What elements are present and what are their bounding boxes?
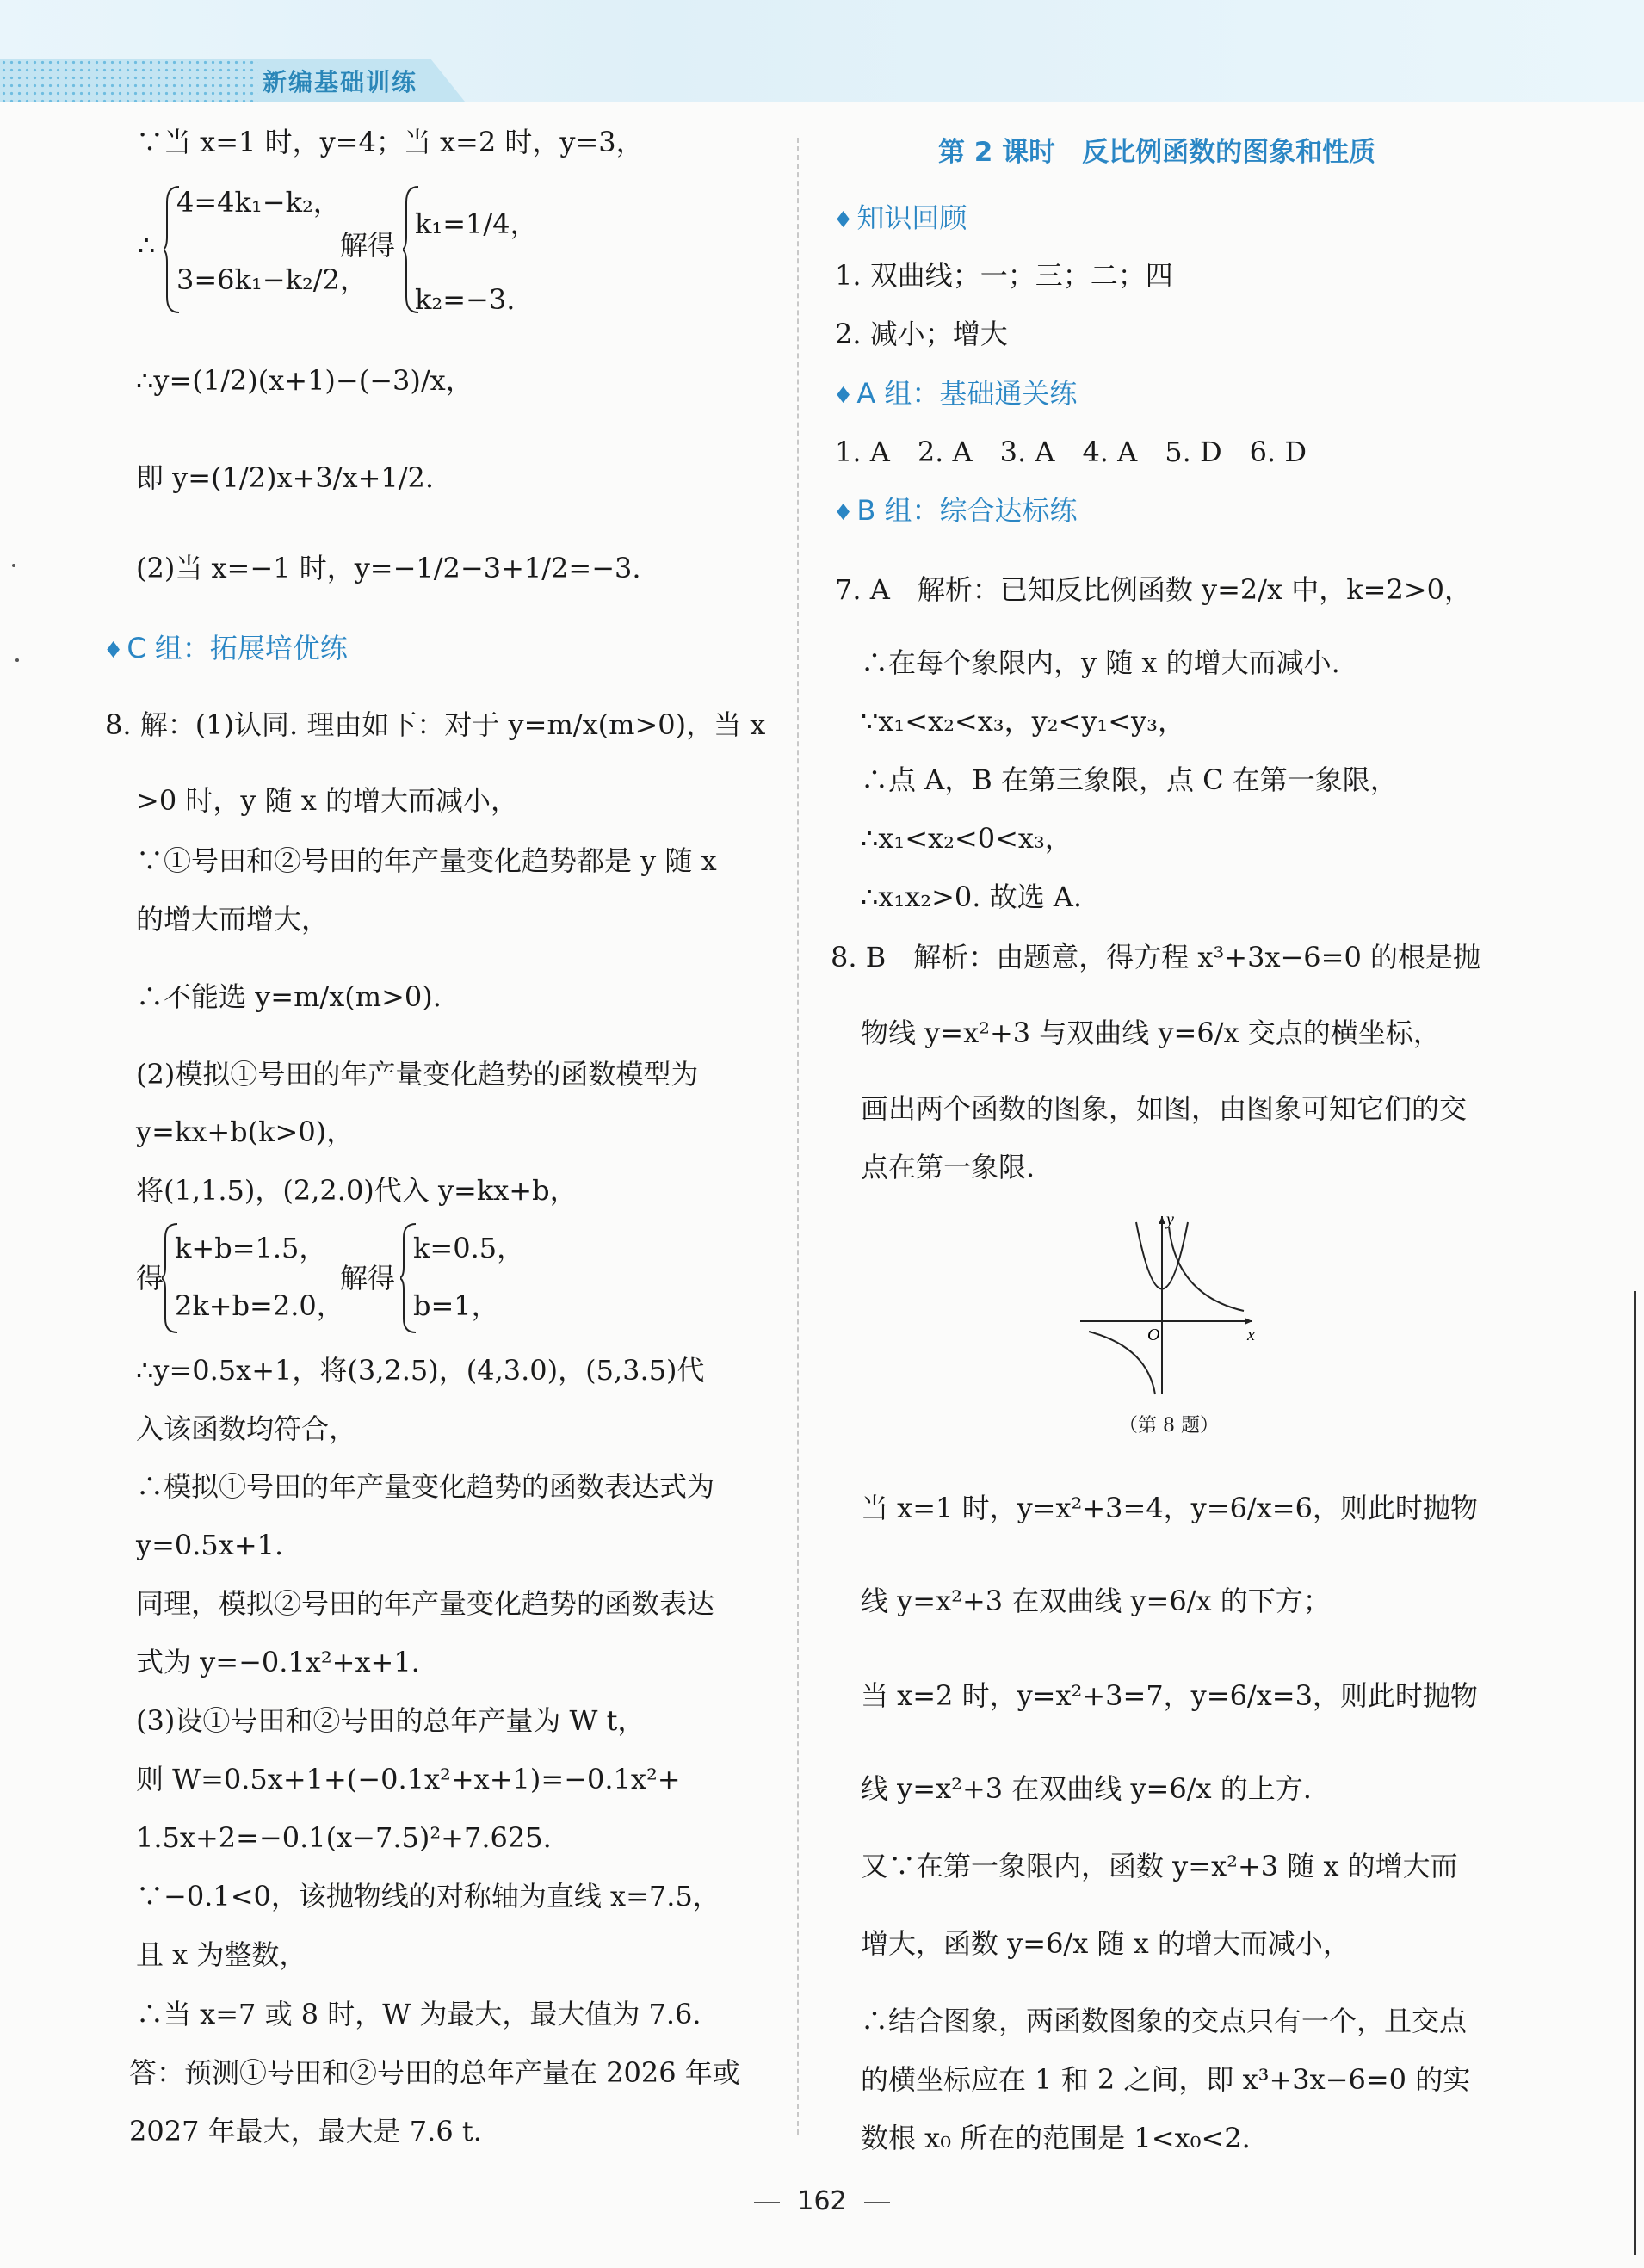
left-eq-line: k=0.5，	[413, 1232, 525, 1264]
x-axis-arrow	[1245, 1318, 1252, 1325]
left-line: y=0.5x+1.	[136, 1529, 284, 1561]
right-line: 增大，函数 y=6/x 随 x 的增大而减小，	[861, 1927, 1350, 1960]
left-eq-line: 3=6k₁−k₂/2，	[176, 263, 368, 296]
left-text: 解得	[340, 1262, 396, 1295]
right-line: 8. B 解析：由题意，得方程 x³+3x−6=0 的根是抛	[831, 941, 1481, 973]
scan-speck	[15, 658, 19, 662]
hyperbola-branch-first-quadrant	[1169, 1227, 1244, 1311]
function-graph	[1080, 1209, 1261, 1399]
header-title: 新编基础训练	[263, 68, 418, 96]
right-line: 画出两个函数的图象，如图，由图象可知它们的交	[861, 1092, 1468, 1125]
left-line: 2027 年最大，最大是 7.6 t.	[129, 2115, 482, 2147]
right-line: 数根 x₀ 所在的范围是 1<x₀<2.	[861, 2122, 1251, 2154]
a-group-section-heading: ♦ A 组：基础通关练	[833, 377, 1078, 410]
lesson-title: 第 2 课时 反比例函数的图象和性质	[938, 137, 1376, 168]
left-line: (2)模拟①号田的年产量变化趋势的函数模型为	[136, 1058, 699, 1091]
right-line: 1. A 2. A 3. A 4. A 5. D 6. D	[835, 436, 1307, 468]
right-line: 当 x=2 时，y=x²+3=7，y=6/x=3，则此时抛物	[861, 1679, 1478, 1712]
left-line: ∴模拟①号田的年产量变化趋势的函数表达式为	[136, 1470, 715, 1503]
left-line: >0 时，y 随 x 的增大而减小，	[136, 784, 518, 817]
left-eq-line: 4=4k₁−k₂，	[176, 186, 341, 219]
left-line: 入该函数均符合，	[136, 1412, 357, 1445]
right-line: 7. A 解析：已知反比例函数 y=2/x 中，k=2>0，	[835, 573, 1472, 606]
right-line: 物线 y=x²+3 与双曲线 y=6/x 交点的横坐标，	[861, 1017, 1441, 1049]
right-line: 当 x=1 时，y=x²+3=4，y=6/x=6，则此时抛物	[861, 1492, 1478, 1524]
right-line: 1. 双曲线；一；三；二；四	[835, 259, 1173, 292]
left-eq-line: 2k+b=2.0，	[175, 1289, 344, 1322]
left-eq-line: k₁=1/4，	[415, 207, 538, 240]
review-section-heading: ♦ 知识回顾	[833, 201, 967, 234]
right-line: ∴在每个象限内，y 随 x 的增大而减小.	[861, 646, 1340, 679]
left-line: ∵−0.1<0，该抛物线的对称轴为直线 x=7.5，	[136, 1880, 720, 1913]
left-line: 答：预测①号田和②号田的总年产量在 2026 年或	[129, 2056, 740, 2089]
page-dash-left	[754, 2202, 780, 2203]
left-text: 解得	[340, 229, 396, 262]
column-divider	[797, 138, 799, 2135]
right-line: ∵x₁<x₂<x₃，y₂<y₁<y₃，	[861, 705, 1185, 738]
right-line: ∴x₁<x₂<0<x₃，	[861, 822, 1072, 855]
left-therefore: ∴	[138, 229, 156, 262]
left-line: ∴y=0.5x+1，将(3,2.5)，(4,3.0)，(5,3.5)代	[136, 1354, 705, 1387]
left-line: 1.5x+2=−0.1(x−7.5)²+7.625.	[136, 1821, 552, 1854]
b-group-section-heading: ♦ B 组：综合达标练	[833, 494, 1078, 527]
diamond-icon: ♦	[833, 207, 854, 233]
left-line: 同理，模拟②号田的年产量变化趋势的函数表达	[136, 1587, 715, 1620]
header-dot-pattern	[0, 59, 258, 102]
left-line: ∵当 x=1 时，y=4；当 x=2 时，y=3，	[136, 126, 644, 158]
left-line: ∵①号田和②号田的年产量变化趋势都是 y 随 x	[136, 844, 717, 877]
diamond-icon: ♦	[103, 638, 124, 664]
left-line: 即 y=(1/2)x+3/x+1/2.	[136, 461, 435, 494]
hyperbola-branch-third-quadrant	[1089, 1332, 1155, 1394]
page-dash-right	[864, 2202, 890, 2203]
left-line: (3)设①号田和②号田的总年产量为 W t，	[136, 1704, 646, 1737]
left-line: 且 x 为整数，	[136, 1938, 307, 1971]
origin-label: O	[1147, 1326, 1160, 1344]
scan-edge	[1634, 1291, 1636, 2255]
diamond-icon: ♦	[833, 383, 854, 409]
page-number: 162	[0, 2186, 1644, 2216]
right-line: 线 y=x²+3 在双曲线 y=6/x 的下方；	[861, 1585, 1331, 1617]
left-eq-line: k+b=1.5，	[175, 1232, 327, 1264]
right-line: 2. 减小；增大	[835, 318, 1008, 350]
left-line: 式为 y=−0.1x²+x+1.	[136, 1646, 420, 1678]
left-text: 得	[136, 1262, 164, 1295]
right-line: ∴x₁x₂>0. 故选 A.	[861, 881, 1083, 913]
left-line: y=kx+b(k>0)，	[136, 1115, 355, 1148]
y-axis-arrow	[1159, 1216, 1165, 1224]
left-line: ∴不能选 y=m/x(m>0).	[136, 980, 442, 1013]
right-line: 的横坐标应在 1 和 2 之间，即 x³+3x−6=0 的实	[861, 2063, 1471, 2096]
diamond-icon: ♦	[833, 500, 854, 526]
left-line: 8. 解：(1)认同. 理由如下：对于 y=m/x(m>0)，当 x	[105, 708, 766, 741]
left-eq-line: b=1，	[413, 1289, 499, 1322]
scan-speck	[12, 564, 15, 567]
left-line: 将(1,1.5)，(2,2.0)代入 y=kx+b，	[136, 1174, 578, 1207]
left-line: 的增大而增大，	[136, 903, 330, 936]
x-axis-label: x	[1247, 1326, 1255, 1344]
right-line: ∴结合图象，两函数图象的交点只有一个，且交点	[861, 2005, 1468, 2037]
left-line: (2)当 x=−1 时，y=−1/2−3+1/2=−3.	[136, 552, 641, 584]
right-line: 线 y=x²+3 在双曲线 y=6/x 的上方.	[861, 1772, 1312, 1805]
right-line: ∴点 A，B 在第三象限，点 C 在第一象限，	[861, 763, 1398, 796]
left-eq-line: k₂=−3.	[415, 283, 516, 316]
left-line: ∴当 x=7 或 8 时，W 为最大，最大值为 7.6.	[136, 1998, 701, 2030]
right-line: 又∵在第一象限内，函数 y=x²+3 随 x 的增大而	[861, 1850, 1458, 1882]
y-axis-label: y	[1166, 1210, 1174, 1229]
c-group-section-heading: ♦ C 组：拓展培优练	[103, 632, 348, 664]
left-line: ∴y=(1/2)(x+1)−(−3)/x，	[136, 364, 473, 397]
right-line: 点在第一象限.	[861, 1151, 1035, 1183]
figure-caption: （第 8 题）	[1119, 1415, 1219, 1437]
left-line: 则 W=0.5x+1+(−0.1x²+x+1)=−0.1x²+	[136, 1763, 681, 1795]
